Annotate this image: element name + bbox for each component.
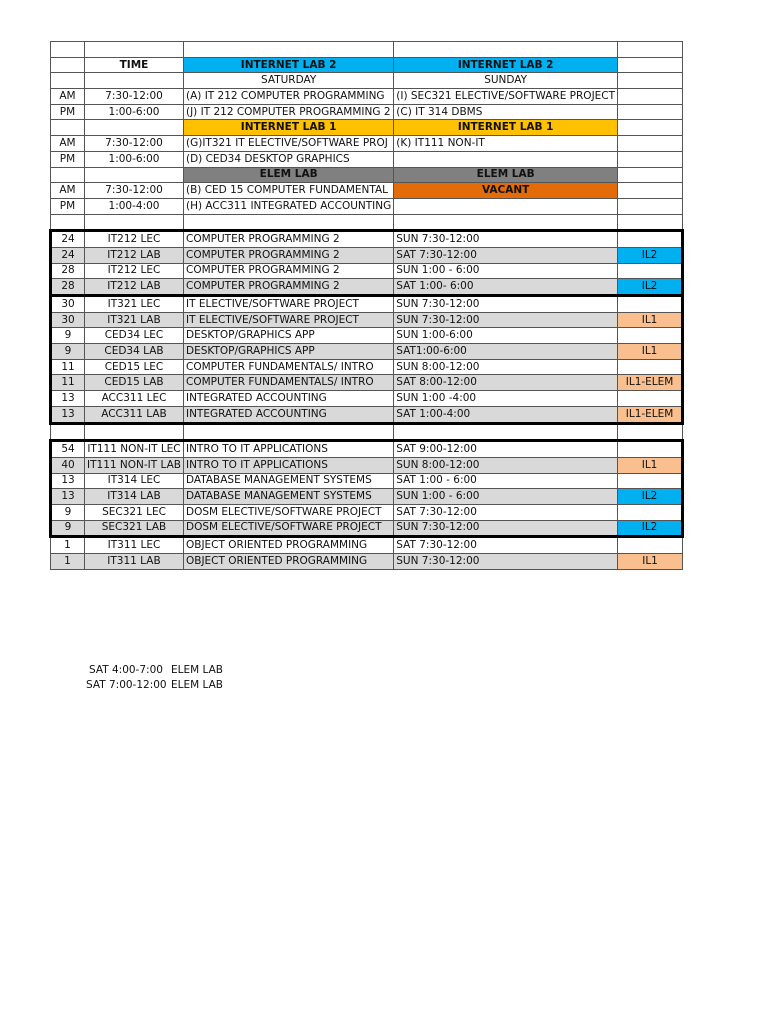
sunday-class-cell[interactable] — [394, 151, 618, 167]
schedule-spreadsheet — [49, 41, 684, 570]
course-code-cell[interactable]: SEC321 LAB — [85, 520, 184, 537]
lab-row — [51, 89, 683, 105]
course-code-cell[interactable]: CED34 LEC — [85, 328, 184, 344]
course-title-cell[interactable]: INTRO TO IT APPLICATIONS — [183, 457, 393, 473]
cell[interactable] — [85, 214, 184, 231]
cell[interactable] — [51, 120, 85, 136]
empty-row — [51, 423, 683, 441]
time-cell[interactable]: 1:00-6:00 — [85, 104, 184, 120]
lab-assignment-cell[interactable] — [618, 504, 683, 520]
lab-assignment-cell[interactable] — [618, 537, 683, 554]
course-code-cell[interactable]: IT212 LAB — [85, 247, 184, 263]
course-title-cell[interactable]: COMPUTER FUNDAMENTALS/ INTRO — [183, 359, 393, 375]
lab-assignment-cell[interactable] — [618, 328, 683, 344]
cell[interactable] — [618, 136, 683, 152]
lab-assignment-cell[interactable] — [618, 441, 683, 458]
schedule-cell[interactable]: SUN 1:00 - 6:00 — [394, 489, 618, 505]
cell[interactable] — [618, 104, 683, 120]
cell[interactable] — [618, 57, 683, 73]
count-cell[interactable]: 13 — [51, 473, 85, 489]
count-cell[interactable]: 54 — [51, 441, 85, 458]
cell[interactable] — [183, 423, 393, 441]
count-cell[interactable]: 13 — [51, 406, 85, 423]
course-code-cell[interactable]: IT111 NON-IT LEC — [85, 441, 184, 458]
course-code-cell[interactable]: IT212 LAB — [85, 279, 184, 296]
course-row — [51, 441, 683, 458]
course-title-cell[interactable]: DOSM ELECTIVE/SOFTWARE PROJECT — [183, 520, 393, 537]
cell[interactable] — [85, 167, 184, 183]
schedule-cell[interactable]: SAT 1:00- 6:00 — [394, 279, 618, 296]
empty-row — [51, 214, 683, 231]
course-code-cell[interactable]: IT314 LEC — [85, 473, 184, 489]
saturday-class-cell[interactable]: (D) CED34 DESKTOP GRAPHICS — [183, 151, 393, 167]
lab-row — [51, 198, 683, 214]
lab-assignment-cell[interactable]: IL1-ELEM — [618, 406, 683, 423]
schedule-cell[interactable]: SAT 1:00-4:00 — [394, 406, 618, 423]
lab-assignment-cell[interactable] — [618, 359, 683, 375]
count-cell[interactable]: 13 — [51, 489, 85, 505]
count-cell[interactable]: 11 — [51, 359, 85, 375]
cell[interactable] — [51, 73, 85, 89]
time-cell[interactable]: 1:00-6:00 — [85, 151, 184, 167]
cell[interactable] — [51, 423, 85, 441]
cell[interactable] — [85, 42, 184, 58]
course-code-cell[interactable]: IT314 LAB — [85, 489, 184, 505]
course-row — [51, 537, 683, 554]
lab-assignment-cell[interactable]: IL2 — [618, 520, 683, 537]
course-code-cell[interactable]: CED15 LAB — [85, 375, 184, 391]
count-cell[interactable]: 11 — [51, 375, 85, 391]
course-title-cell[interactable]: COMPUTER FUNDAMENTALS/ INTRO — [183, 375, 393, 391]
course-title-cell[interactable]: INTEGRATED ACCOUNTING — [183, 406, 393, 423]
count-cell[interactable]: 9 — [51, 328, 85, 344]
schedule-cell[interactable]: SAT 7:30-12:00 — [394, 537, 618, 554]
count-cell[interactable]: 30 — [51, 312, 85, 328]
course-row — [51, 312, 683, 328]
cell[interactable] — [618, 198, 683, 214]
course-title-cell[interactable]: COMPUTER PROGRAMMING 2 — [183, 231, 393, 248]
lab-assignment-cell[interactable]: IL1 — [618, 554, 683, 570]
lab-assignment-cell[interactable]: IL1 — [618, 312, 683, 328]
header-row — [51, 120, 683, 136]
period-cell[interactable]: PM — [51, 104, 85, 120]
course-code-cell[interactable]: SEC321 LEC — [85, 504, 184, 520]
period-cell[interactable]: AM — [51, 89, 85, 105]
course-code-cell[interactable]: ACC311 LAB — [85, 406, 184, 423]
header-row — [51, 57, 683, 73]
cell[interactable] — [618, 183, 683, 199]
course-row — [51, 328, 683, 344]
lab-assignment-cell[interactable]: IL1-ELEM — [618, 375, 683, 391]
schedule-cell[interactable]: SUN 1:00-6:00 — [394, 328, 618, 344]
course-code-cell[interactable]: IT321 LEC — [85, 296, 184, 313]
period-cell[interactable]: AM — [51, 183, 85, 199]
schedule-cell[interactable]: SUN 1:00 - 6:00 — [394, 263, 618, 279]
course-title-cell[interactable]: INTRO TO IT APPLICATIONS — [183, 441, 393, 458]
schedule-cell[interactable]: SAT 7:30-12:00 — [394, 504, 618, 520]
cell[interactable] — [618, 423, 683, 441]
schedule-cell[interactable]: SAT 1:00 - 6:00 — [394, 473, 618, 489]
period-cell[interactable]: PM — [51, 151, 85, 167]
course-code-cell[interactable]: IT111 NON-IT LAB — [85, 457, 184, 473]
vacant-cell[interactable]: VACANT — [394, 183, 618, 199]
lab-row — [51, 151, 683, 167]
sunday-class-cell[interactable]: (K) IT111 NON-IT — [394, 136, 618, 152]
elem-lab-header-sun[interactable]: ELEM LAB — [394, 167, 618, 183]
lab-assignment-cell[interactable] — [618, 391, 683, 407]
saturday-class-cell[interactable]: (H) ACC311 INTEGRATED ACCOUNTING — [183, 198, 393, 214]
course-row — [51, 504, 683, 520]
course-title-cell[interactable]: DESKTOP/GRAPHICS APP — [183, 344, 393, 360]
lab-assignment-cell[interactable]: IL2 — [618, 279, 683, 296]
cell[interactable] — [51, 42, 85, 58]
time-cell[interactable]: 7:30-12:00 — [85, 136, 184, 152]
count-cell[interactable]: 9 — [51, 344, 85, 360]
course-title-cell[interactable]: COMPUTER PROGRAMMING 2 — [183, 247, 393, 263]
cell[interactable] — [618, 151, 683, 167]
lab-assignment-cell[interactable]: IL2 — [618, 247, 683, 263]
course-row — [51, 489, 683, 505]
elem-lab-header-sat[interactable]: ELEM LAB — [183, 167, 393, 183]
cell[interactable] — [183, 42, 393, 58]
cell[interactable] — [618, 167, 683, 183]
course-code-cell[interactable]: CED34 LAB — [85, 344, 184, 360]
sunday-class-cell[interactable] — [394, 198, 618, 214]
course-title-cell[interactable]: COMPUTER PROGRAMMING 2 — [183, 263, 393, 279]
cell[interactable] — [618, 214, 683, 231]
lab-assignment-cell[interactable] — [618, 263, 683, 279]
cell[interactable] — [394, 214, 618, 231]
course-title-cell[interactable]: DATABASE MANAGEMENT SYSTEMS — [183, 473, 393, 489]
note-schedule: SAT 4:00-7:00 — [89, 664, 163, 676]
count-cell[interactable]: 28 — [51, 263, 85, 279]
schedule-cell[interactable]: SUN 7:30-12:00 — [394, 296, 618, 313]
course-row — [51, 344, 683, 360]
schedule-cell[interactable]: SUN 7:30-12:00 — [394, 312, 618, 328]
lab-row — [51, 136, 683, 152]
sunday-label[interactable]: SUNDAY — [394, 73, 618, 89]
course-code-cell[interactable]: IT212 LEC — [85, 231, 184, 248]
sunday-class-cell[interactable]: (I) SEC321 ELECTIVE/SOFTWARE PROJECT — [394, 89, 618, 105]
saturday-label[interactable]: SATURDAY — [183, 73, 393, 89]
course-code-cell[interactable]: IT321 LAB — [85, 312, 184, 328]
time-cell[interactable]: 1:00-4:00 — [85, 198, 184, 214]
lab-assignment-cell[interactable]: IL1 — [618, 344, 683, 360]
cell[interactable] — [618, 73, 683, 89]
schedule-cell[interactable]: SUN 7:30-12:00 — [394, 520, 618, 537]
time-header[interactable]: TIME — [85, 57, 184, 73]
count-cell[interactable]: 9 — [51, 504, 85, 520]
schedule-cell[interactable]: SAT1:00-6:00 — [394, 344, 618, 360]
course-code-cell[interactable]: CED15 LEC — [85, 359, 184, 375]
schedule-cell[interactable]: SAT 9:00-12:00 — [394, 441, 618, 458]
saturday-class-cell[interactable]: (J) IT 212 COMPUTER PROGRAMMING 2 — [183, 104, 393, 120]
course-row — [51, 391, 683, 407]
count-cell[interactable]: 1 — [51, 537, 85, 554]
course-row — [51, 359, 683, 375]
count-cell[interactable]: 1 — [51, 554, 85, 570]
saturday-class-cell[interactable]: (A) IT 212 COMPUTER PROGRAMMING — [183, 89, 393, 105]
sunday-class-cell[interactable]: (C) IT 314 DBMS — [394, 104, 618, 120]
course-row — [51, 457, 683, 473]
internet-lab-1-header-sat[interactable]: INTERNET LAB 1 — [183, 120, 393, 136]
course-row — [51, 554, 683, 570]
cell[interactable] — [85, 423, 184, 441]
time-cell[interactable]: 7:30-12:00 — [85, 89, 184, 105]
empty-row — [51, 42, 683, 58]
course-row — [51, 406, 683, 423]
course-title-cell[interactable]: OBJECT ORIENTED PROGRAMMING — [183, 554, 393, 570]
period-cell[interactable]: AM — [51, 136, 85, 152]
course-title-cell[interactable]: COMPUTER PROGRAMMING 2 — [183, 279, 393, 296]
schedule-cell[interactable]: SUN 7:30-12:00 — [394, 231, 618, 248]
course-title-cell[interactable]: IT ELECTIVE/SOFTWARE PROJECT — [183, 296, 393, 313]
cell[interactable] — [51, 214, 85, 231]
course-row — [51, 375, 683, 391]
cell[interactable] — [51, 57, 85, 73]
course-row — [51, 296, 683, 313]
cell[interactable] — [394, 423, 618, 441]
internet-lab-1-header-sun[interactable]: INTERNET LAB 1 — [394, 120, 618, 136]
course-code-cell[interactable]: IT311 LEC — [85, 537, 184, 554]
lab-assignment-cell[interactable] — [618, 231, 683, 248]
course-title-cell[interactable]: OBJECT ORIENTED PROGRAMMING — [183, 537, 393, 554]
schedule-cell[interactable]: SAT 7:30-12:00 — [394, 247, 618, 263]
period-cell[interactable]: PM — [51, 198, 85, 214]
saturday-class-cell[interactable]: (B) CED 15 COMPUTER FUNDAMENTAL — [183, 183, 393, 199]
note-schedule: SAT 7:00-12:00 — [86, 679, 167, 691]
schedule-cell[interactable]: SUN 7:30-12:00 — [394, 554, 618, 570]
schedule-cell[interactable]: SUN 8:00-12:00 — [394, 457, 618, 473]
cell[interactable] — [618, 42, 683, 58]
lab-assignment-cell[interactable] — [618, 473, 683, 489]
cell[interactable] — [618, 89, 683, 105]
course-code-cell[interactable]: ACC311 LEC — [85, 391, 184, 407]
internet-lab-2-header-sat[interactable]: INTERNET LAB 2 — [183, 57, 393, 73]
course-code-cell[interactable]: IT212 LEC — [85, 263, 184, 279]
count-cell[interactable]: 13 — [51, 391, 85, 407]
days-row — [51, 73, 683, 89]
lab-assignment-cell[interactable]: IL2 — [618, 489, 683, 505]
count-cell[interactable]: 24 — [51, 247, 85, 263]
note-lab: ELEM LAB — [171, 679, 223, 691]
saturday-class-cell[interactable]: (G)IT321 IT ELECTIVE/SOFTWARE PROJ — [183, 136, 393, 152]
course-title-cell[interactable]: IT ELECTIVE/SOFTWARE PROJECT — [183, 312, 393, 328]
count-cell[interactable]: 28 — [51, 279, 85, 296]
count-cell[interactable]: 24 — [51, 231, 85, 248]
cell[interactable] — [85, 73, 184, 89]
course-title-cell[interactable]: DESKTOP/GRAPHICS APP — [183, 328, 393, 344]
schedule-cell[interactable]: SAT 8:00-12:00 — [394, 375, 618, 391]
course-row — [51, 263, 683, 279]
course-row — [51, 473, 683, 489]
course-title-cell[interactable]: DOSM ELECTIVE/SOFTWARE PROJECT — [183, 504, 393, 520]
course-row — [51, 520, 683, 537]
course-row — [51, 247, 683, 263]
lab-row — [51, 183, 683, 199]
course-row — [51, 279, 683, 296]
cell[interactable] — [51, 167, 85, 183]
header-row — [51, 167, 683, 183]
lab-row — [51, 104, 683, 120]
schedule-cell[interactable]: SUN 8:00-12:00 — [394, 359, 618, 375]
note-lab: ELEM LAB — [171, 664, 223, 676]
count-cell[interactable]: 30 — [51, 296, 85, 313]
internet-lab-2-header-sun[interactable]: INTERNET LAB 2 — [394, 57, 618, 73]
cell[interactable] — [85, 120, 184, 136]
time-cell[interactable]: 7:30-12:00 — [85, 183, 184, 199]
course-code-cell[interactable]: IT311 LAB — [85, 554, 184, 570]
course-title-cell[interactable]: INTEGRATED ACCOUNTING — [183, 391, 393, 407]
count-cell[interactable]: 9 — [51, 520, 85, 537]
course-row — [51, 231, 683, 248]
count-cell[interactable]: 40 — [51, 457, 85, 473]
schedule-cell[interactable]: SUN 1:00 -4:00 — [394, 391, 618, 407]
course-title-cell[interactable]: DATABASE MANAGEMENT SYSTEMS — [183, 489, 393, 505]
cell[interactable] — [183, 214, 393, 231]
lab-assignment-cell[interactable] — [618, 296, 683, 313]
cell[interactable] — [394, 42, 618, 58]
lab-assignment-cell[interactable]: IL1 — [618, 457, 683, 473]
cell[interactable] — [618, 120, 683, 136]
